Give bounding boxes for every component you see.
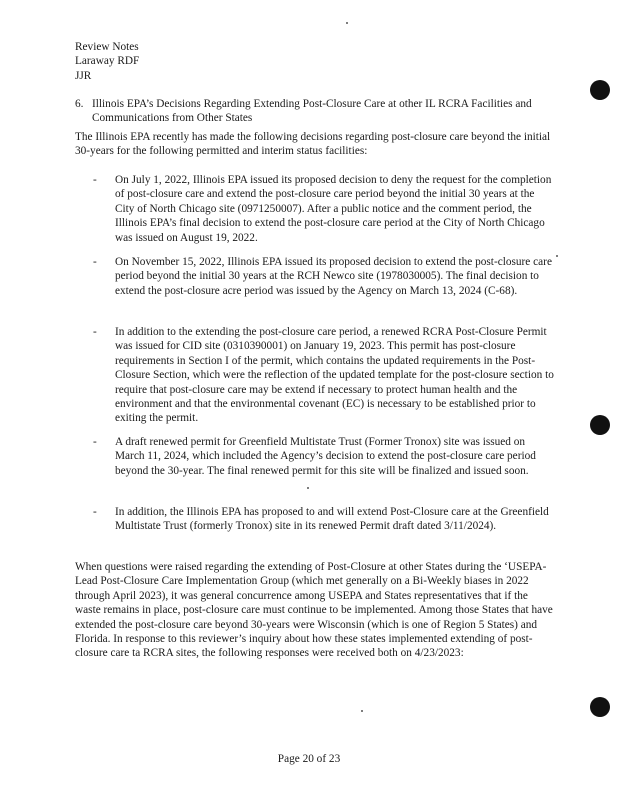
bullet-marker: - [93,174,97,186]
scan-speck [307,487,309,489]
punch-hole [590,697,610,717]
bullet-text: In addition to the extending the post-closure care period, a renewed RCRA Post-Closure Permit was issued for CID site (0310390001) on January 19, 2023. This permit has post-closure requirements in Section I of the permit, which contains the updated requirements in the Post-Closure Section, which were the reflection of the updated template for the post-closure section to require that post-closure care may be extend if necessary to protect human health and the environment and that the environmental covenant (EC) is necessary to be established prior to exiting the permit. [115,326,554,425]
section-title: Illinois EPA’s Decisions Regarding Extending Post-Closure Care at other IL RCRA Facilities and Communications from Other States [92,98,532,125]
bullet-text: On November 15, 2022, Illinois EPA issued its proposed decision to extend the post-closure care period beyond the initial 30 years at the RCH Newco site (1978030005). The final decision to extend the post-closure acre period was issued by the Agency on March 13, 2024 (C-68). [115,256,552,297]
bullet-marker: - [93,506,97,518]
page-number: Page 20 of 23 [277,753,341,765]
intro-paragraph: The Illinois EPA recently has made the following decisions regarding post-closure care beyond the initial 30-years for the following permitted and interim status facilities: [75,131,551,158]
closing-paragraph: When questions were raised regarding the extending of Post-Closure at other States during the ‘USEPA-Lead Post-Closure Care Implementation Group (which met generally on a Bi-Weekly biases in 2022 through April 2023), it was general concurrence among USEPA and States representatives that if the waste remains in place, post-closure care must continue to be implemented. Among those States that have extended the post-closure care beyond 30-years were Wisconsin (which is one of Region 5 States) and Florida. In response to this reviewer’s inquiry about how these states implemented extending of post-closure care ta RCRA sites, the following responses were received both on 4/23/2023: [75,561,553,660]
document-header [75,40,139,83]
section-number: 6. [75,98,84,110]
scan-speck [361,710,363,712]
header-line-3: JJR [75,69,92,82]
bullet-text: In addition, the Illinois EPA has proposed to and will extend Post-Closure care at the Greenfield Multistate Trust (formerly Tronox) site in its renewed Permit draft dated 3/11/2024). [115,506,549,533]
header-line-1: Review Notes [75,41,139,53]
scan-speck [346,22,348,24]
bullet-marker: - [93,326,97,338]
bullet-marker: - [93,436,97,448]
bullet-text: On July 1, 2022, Illinois EPA issued its proposed decision to deny the request for the completion of post-closure care and extend the post-closure care period beyond the initial 30 years at the City of North Chicago site (0971250007). After a public notice and the comment period, the Illinois EPA’s final decision to extend the post-closure care period at the City of North Chicago was issued on August 19, 2022. [115,174,552,244]
header-line-2: Laraway RDF [75,55,140,68]
bullet-marker: - [93,256,97,268]
scan-speck [556,255,558,257]
bullet-text: A draft renewed permit for Greenfield Multistate Trust (Former Tronox) site was issued on March 11, 2024, which included the Agency’s decision to extend the post-closure care period beyond the 30-year. The final renewed permit for this site will be finalized and issued soon. [115,436,536,477]
punch-hole [590,415,610,435]
punch-hole [590,80,610,100]
